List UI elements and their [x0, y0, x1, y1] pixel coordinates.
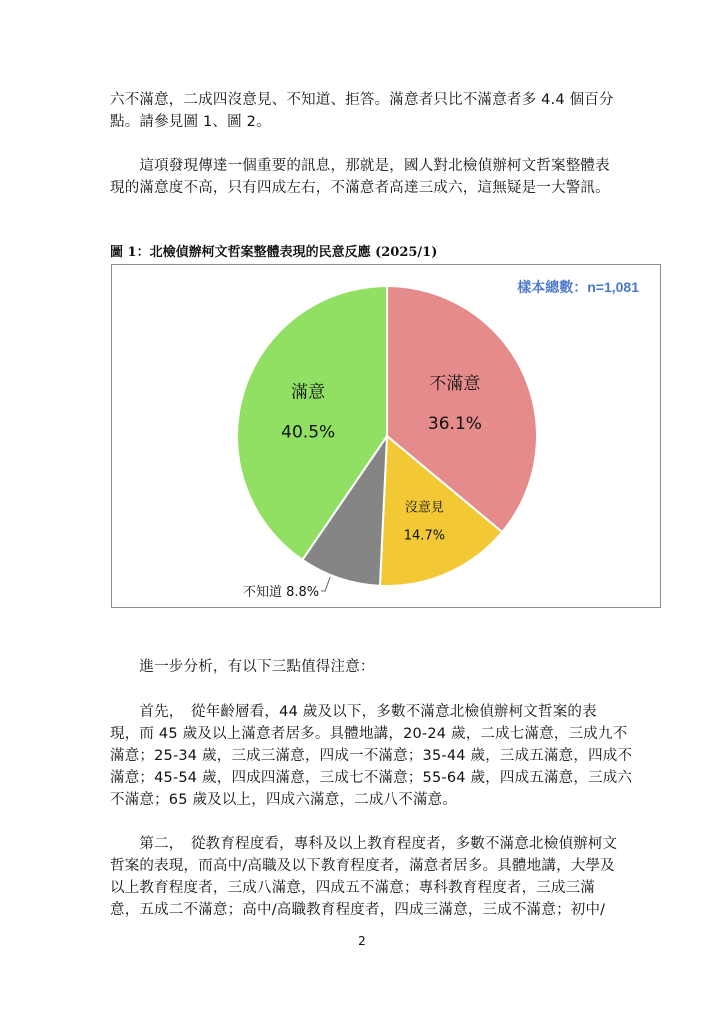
- slice-label: 滿意: [291, 382, 326, 403]
- text-line: 點。請參見圖 1、圖 2。: [110, 114, 271, 130]
- paragraph-4: [110, 701, 633, 811]
- paragraph-2: [110, 155, 620, 199]
- text-line: 滿意；25-34 歲，三成三滿意，四成一不滿意；35-44 歲，三成五滿意，四成不: [110, 748, 633, 764]
- leader-line: [321, 577, 330, 591]
- text-line: 現，而 45 歲及以上滿意者居多。具體地講，20-24 歲，二成七滿意，三成九不: [110, 726, 628, 742]
- figure-caption: 圖 1：北檢偵辦柯文哲案整體表現的民意反應 (2025/1): [110, 245, 438, 260]
- paragraph-5: [110, 833, 620, 921]
- page-number: 2: [358, 934, 366, 948]
- text-line: 六不滿意，二成四沒意見、不知道、拒答。滿意者只比不滿意者多 4.4 個百分: [110, 92, 614, 108]
- pie-chart-frame: [111, 264, 661, 608]
- text-line: 哲案的表現，而高中/高職及以下教育程度者，滿意者居多。具體地講，大學及: [110, 858, 615, 874]
- text-line: 滿意；45-54 歲，四成四滿意，三成七不滿意；55-64 歲，四成五滿意，三成六: [110, 770, 633, 786]
- text-line: 這項發現傳達一個重要的訊息，那就是，國人對北檢偵辦柯文哲案整體表: [110, 158, 610, 174]
- sample-size-note: 樣本總數：n=1,081: [517, 279, 639, 295]
- text-line: 現的滿意度不高，只有四成左右，不滿意者高達三成六，這無疑是一大警訊。: [110, 180, 610, 196]
- text-line: 進一步分析，有以下三點值得注意：: [110, 659, 375, 675]
- text-line: 第二， 從教育程度看，專科及以上教育程度者，多數不滿意北檢偵辦柯文: [110, 836, 618, 852]
- paragraph-1: [110, 89, 620, 133]
- text-line: 不滿意；65 歲及以上，四成六滿意，二成八不滿意。: [110, 792, 458, 808]
- text-line: 意，五成二不滿意；高中/高職教育程度者，四成三滿意，三成不滿意；初中/: [110, 902, 606, 918]
- paragraph-3: [110, 656, 620, 678]
- text-line: 首先， 從年齡層看，44 歲及以下，多數不滿意北檢偵辦柯文哲案的表: [110, 704, 597, 720]
- pie-chart: [112, 265, 662, 609]
- slice-label: 不滿意: [429, 374, 481, 395]
- slice-label: 沒意見: [404, 500, 444, 516]
- slice-value-label: 14.7%: [403, 528, 446, 544]
- slice-label: 不知道 8.8%: [242, 584, 320, 600]
- text-line: 以上教育程度者，三成八滿意，四成五不滿意；專科教育程度者，三成三滿: [110, 880, 596, 896]
- slice-value-label: 40.5%: [281, 422, 336, 443]
- slice-value-label: 36.1%: [427, 414, 482, 435]
